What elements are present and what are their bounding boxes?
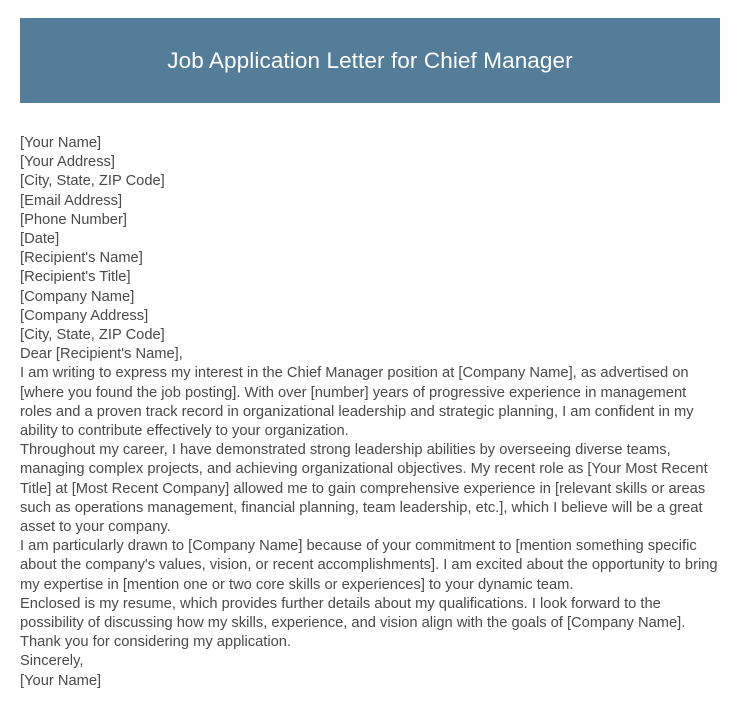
recipient-line: [City, State, ZIP Code] [20, 327, 165, 344]
sender-address-block [20, 134, 720, 249]
page-title: Job Application Letter for Chief Manager [167, 48, 573, 73]
sender-line: [Email Address] [20, 192, 123, 209]
sender-line: [Phone Number] [20, 211, 127, 228]
letter-paragraph: I am particularly drawn to [Company Name] because of your commitment to [mention something specific about the company's values, vision, or recent accomplishments]. I am excited about the opportunity to bring my expertise in [mention one or two core skills or experiences] to your dynamic team. [20, 538, 718, 593]
recipient-line: [Recipient's Name] [20, 250, 143, 267]
letter-paragraph: Enclosed is my resume, which provides further details about my qualifications. I look forward to the possibility of discussing how my skills, experience, and vision align with the goals of [Company Name]. Thank you for considering my application. [20, 595, 686, 651]
document-header-banner [20, 18, 720, 103]
recipient-address-block [20, 249, 720, 345]
sender-line: [Your Name] [20, 135, 102, 151]
sender-line: [Date] [20, 231, 60, 248]
signature: [Your Name] [20, 672, 102, 689]
sender-line: [Your Address] [20, 154, 115, 171]
recipient-line: [Company Address] [20, 307, 149, 324]
letter-paragraph: Throughout my career, I have demonstrated strong leadership abilities by overseeing diverse teams, managing complex projects, and achieving organizational objectives. My recent role as [Your Most Recent Title] at [Most Recent Company] allowed me to gain comprehensive experience in [relevant skills or areas such as operations management, financial planning, team leadership, etc.], which I believe will be a great asset to your company. [20, 442, 708, 536]
recipient-line: [Company Name] [20, 288, 135, 305]
sender-line: [City, State, ZIP Code] [20, 173, 165, 190]
salutation: Dear [Recipient's Name], [20, 346, 183, 363]
recipient-line: [Recipient's Title] [20, 269, 131, 286]
letter-body [20, 134, 720, 691]
closing: Sincerely, [20, 653, 84, 670]
letter-paragraph: I am writing to express my interest in the Chief Manager position at [Company Name], as advertised on [where you found the job posting]. With over [number] years of progressive experience in management roles and a proven track record in organizational leadership and strategic planning, I am confident in my ability to contribute effectively to your organization. [20, 365, 694, 440]
